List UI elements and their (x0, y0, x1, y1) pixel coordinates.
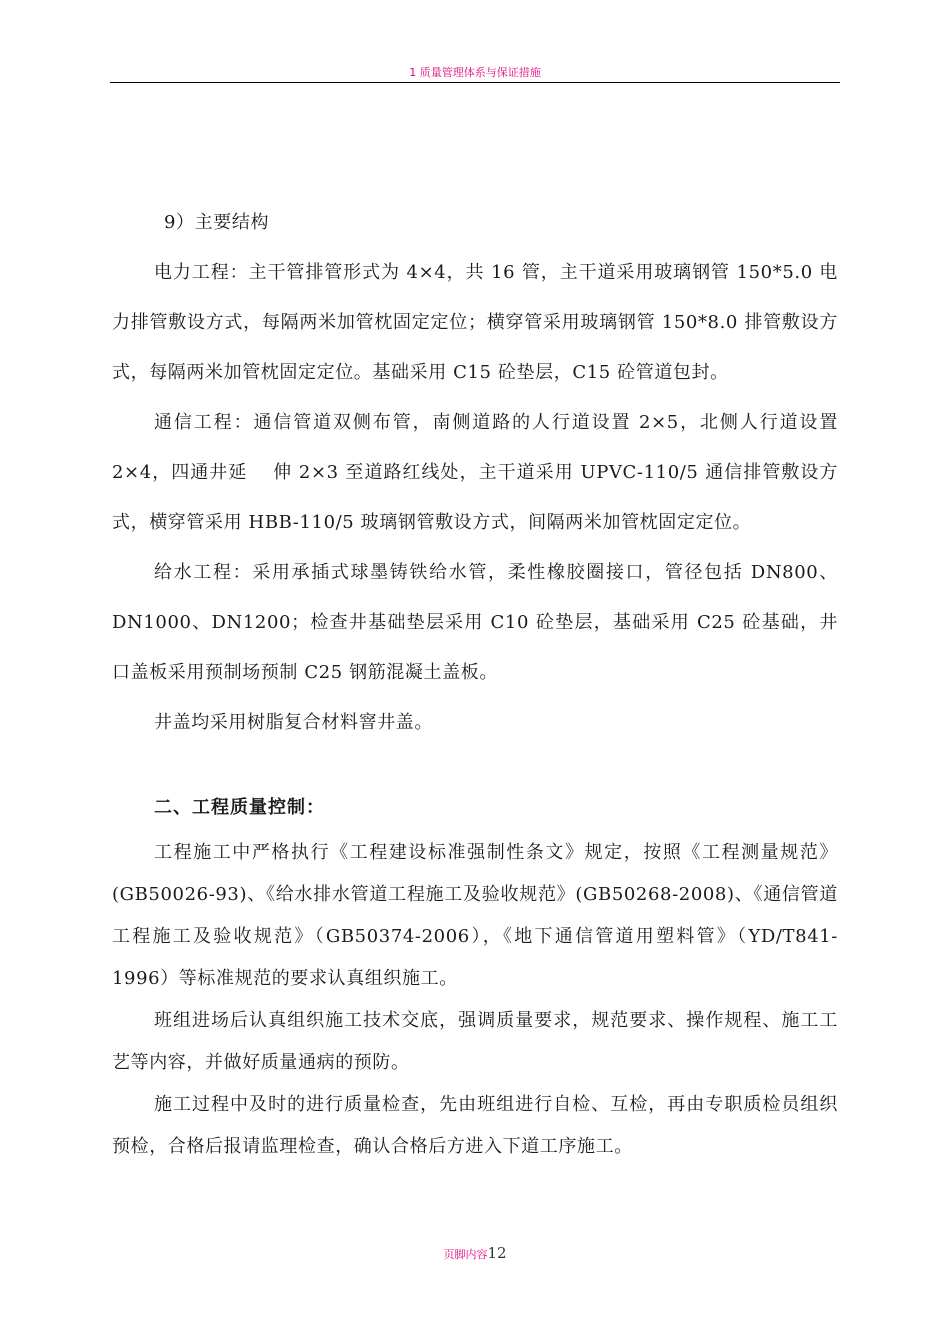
document-body (112, 198, 838, 1168)
quality-inspection-paragraph: 施工过程中及时的进行质量检查，先由班组进行自检、互检，再由专职质检员组织预检，合格后报请监理检查，确认合格后方进入下道工序施工。 (112, 1094, 838, 1157)
footer-label: 页脚内容 (443, 1248, 488, 1261)
header-divider (110, 82, 840, 83)
team-briefing-paragraph: 班组进场后认真组织施工技术交底，强调质量要求，规范要求、操作规程、施工工艺等内容，并做好质量通病的预防。 (112, 1010, 838, 1073)
page-header: 1 质量管理体系与保证措施 (409, 66, 541, 79)
page-number: 12 (487, 1244, 507, 1262)
structure-heading: 9）主要结构 (164, 212, 270, 233)
telecom-engineering-paragraph: 通信工程：通信管道双侧布管，南侧道路的人行道设置 2×5，北侧人行道设置 2×4，四通井延 伸 2×3 至道路红线处，主干道采用 UPVC-110/5 通信排管敷设方式，横穿管采用 HBB-110/5 玻璃钢管敷设方式，间隔两米加管枕固定定位。 (112, 412, 838, 533)
section-2-heading: 二、工程质量控制： (154, 797, 325, 818)
power-engineering-paragraph: 电力工程：主干管排管形式为 4×4，共 16 管，主干道采用玻璃钢管 150*5.0 电力排管敷设方式，每隔两米加管枕固定定位；横穿管采用玻璃钢管 150*8.0 排管敷设方式，每隔两米加管枕固定定位。基础采用 C15 砼垫层，C15 砼管道包封。 (112, 262, 838, 383)
water-engineering-paragraph: 给水工程：采用承插式球墨铸铁给水管，柔性橡胶圈接口，管径包括 DN800、DN1000、DN1200；检查井基础垫层采用 C10 砼垫层，基础采用 C25 砼基础，井口盖板采用预制场预制 C25 钢筋混凝土盖板。 (112, 562, 838, 683)
page-footer (0, 1244, 950, 1262)
manhole-cover-paragraph: 井盖均采用树脂复合材料窨井盖。 (154, 712, 433, 733)
quality-standards-paragraph: 工程施工中严格执行《工程建设标准强制性条文》规定，按照《工程测量规范》(GB50026-93)、《给水排水管道工程施工及验收规范》(GB50268-2008)、《通信管道工程施工及验收规范》（GB50374-2006），《地下通信管道用塑料管》（YD/T841-1996）等标准规范的要求认真组织施工。 (112, 842, 838, 989)
